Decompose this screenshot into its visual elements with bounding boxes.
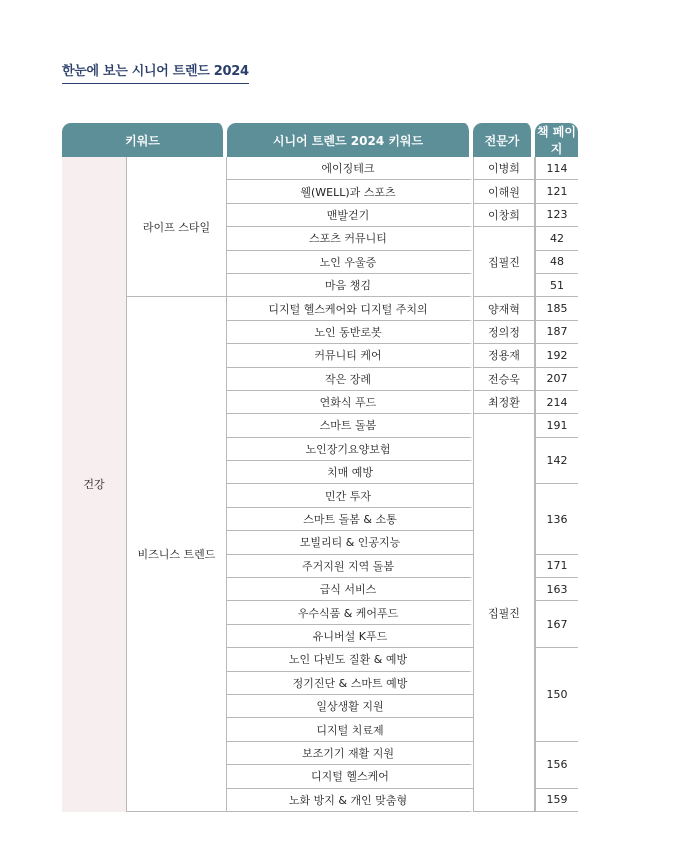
trend-keyword: 디지털 헬스케어 <box>227 765 473 788</box>
header-expert: 전문가 <box>473 123 535 157</box>
expert-name: 집필진 <box>473 227 535 297</box>
header-trend-keyword: 시니어 트렌드 2024 키워드 <box>227 123 473 157</box>
page-number: 171 <box>535 555 578 578</box>
trend-keyword: 작은 장례 <box>227 368 473 391</box>
page-number: 51 <box>535 274 578 297</box>
table-row <box>62 297 578 320</box>
page-number: 207 <box>535 368 578 391</box>
trend-keyword: 노인 동반로봇 <box>227 321 473 344</box>
trend-keyword: 우수식품 & 케어푸드 <box>227 601 473 624</box>
expert-name: 이창희 <box>473 204 535 227</box>
trend-keyword: 연화식 푸드 <box>227 391 473 414</box>
page-number: 187 <box>535 321 578 344</box>
senior-trend-table <box>62 123 578 812</box>
subcategory-lifestyle: 라이프 스타일 <box>127 157 227 297</box>
expert-name: 정용재 <box>473 344 535 367</box>
page-number: 156 <box>535 742 578 789</box>
trend-keyword: 노인 다빈도 질환 & 예방 <box>227 648 473 671</box>
expert-name: 전승욱 <box>473 368 535 391</box>
page-number: 214 <box>535 391 578 414</box>
page-title: 한눈에 보는 시니어 트렌드 2024 <box>62 60 249 84</box>
trend-keyword: 마음 챙김 <box>227 274 473 297</box>
trend-keyword: 노인 우울증 <box>227 251 473 274</box>
expert-name: 이병희 <box>473 157 535 180</box>
page-number: 121 <box>535 180 578 203</box>
trend-keyword: 민간 투자 <box>227 484 473 507</box>
trend-keyword: 주거지원 지역 돌봄 <box>227 555 473 578</box>
trend-keyword: 유니버설 K푸드 <box>227 625 473 648</box>
trend-keyword: 노인장기요양보험 <box>227 438 473 461</box>
page-number: 159 <box>535 789 578 812</box>
expert-name: 최정환 <box>473 391 535 414</box>
trend-keyword: 모빌리티 & 인공지능 <box>227 531 473 554</box>
page-number: 185 <box>535 297 578 320</box>
trend-keyword: 디지털 치료제 <box>227 718 473 741</box>
expert-name: 이해원 <box>473 180 535 203</box>
header-keyword: 키워드 <box>62 123 227 157</box>
page-number: 42 <box>535 227 578 250</box>
table-row <box>62 157 578 180</box>
trend-keyword: 맨발걷기 <box>227 204 473 227</box>
page-number: 192 <box>535 344 578 367</box>
expert-name: 정의정 <box>473 321 535 344</box>
category-health: 건강 <box>62 157 127 812</box>
expert-name: 양재혁 <box>473 297 535 320</box>
page-number: 123 <box>535 204 578 227</box>
subcategory-business: 비즈니스 트렌드 <box>127 297 227 812</box>
trend-keyword: 디지털 헬스케어와 디지털 주치의 <box>227 297 473 320</box>
trend-keyword: 스포츠 커뮤니티 <box>227 227 473 250</box>
trend-keyword: 커뮤니티 케어 <box>227 344 473 367</box>
trend-keyword: 스마트 돌봄 & 소통 <box>227 508 473 531</box>
page-number: 163 <box>535 578 578 601</box>
trend-keyword: 보조기기 재활 지원 <box>227 742 473 765</box>
trend-keyword: 일상생활 지원 <box>227 695 473 718</box>
trend-keyword: 급식 서비스 <box>227 578 473 601</box>
page-number: 167 <box>535 601 578 648</box>
expert-name: 집필진 <box>473 414 535 812</box>
trend-keyword: 노화 방지 & 개인 맞춤형 <box>227 789 473 812</box>
trend-keyword: 스마트 돌봄 <box>227 414 473 437</box>
page-number: 136 <box>535 484 578 554</box>
trend-keyword: 에이징테크 <box>227 157 473 180</box>
table-header-row <box>62 123 578 157</box>
page-number: 150 <box>535 648 578 742</box>
trend-keyword: 치매 예방 <box>227 461 473 484</box>
page-number: 191 <box>535 414 578 437</box>
page-number: 142 <box>535 438 578 485</box>
trend-keyword: 웰(WELL)과 스포츠 <box>227 180 473 203</box>
header-page: 책 페이지 <box>535 123 578 157</box>
page-number: 114 <box>535 157 578 180</box>
page-number: 48 <box>535 251 578 274</box>
trend-keyword: 정기진단 & 스마트 예방 <box>227 672 473 695</box>
